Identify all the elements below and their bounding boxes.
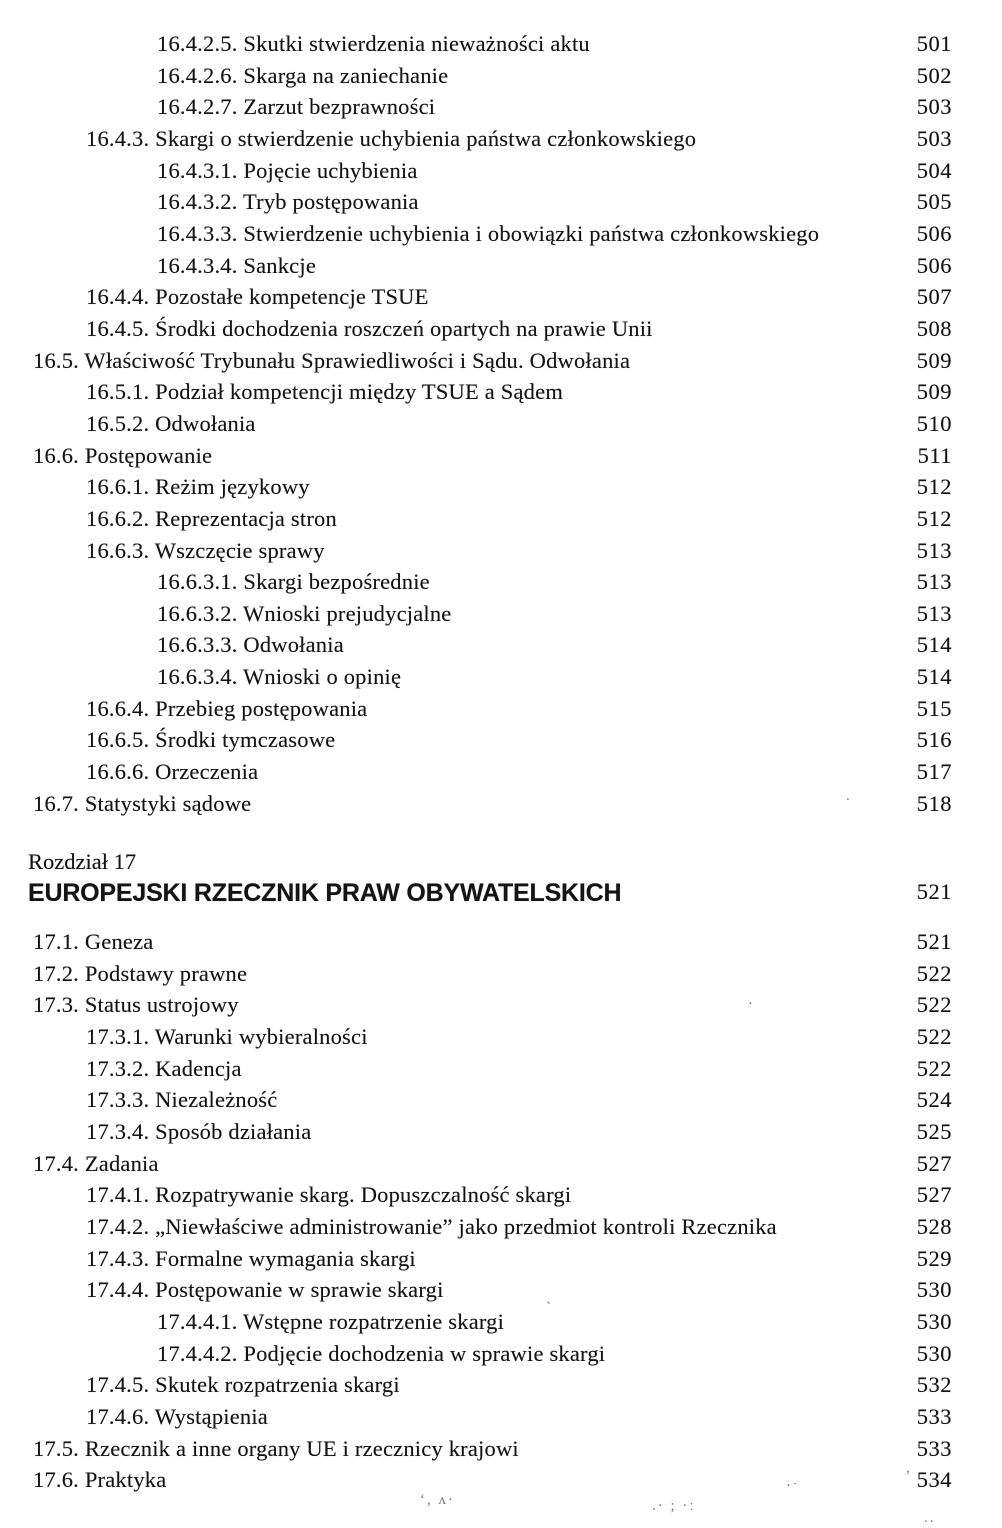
toc-entry-label: 17.4. Zadania <box>33 1150 159 1176</box>
toc-entry <box>0 348 1002 380</box>
toc-entry-label: 17.6. Praktyka <box>33 1467 167 1493</box>
toc-entry <box>0 506 1002 538</box>
toc-entry <box>0 696 1002 728</box>
toc-entry-page-number: 527 <box>916 1150 952 1176</box>
scan-artifact: ` <box>546 1300 553 1316</box>
toc-entry <box>0 759 1002 791</box>
scan-artifact: , <box>906 1460 912 1476</box>
toc-entry-label: 17.4.3. Formalne wymagania skargi <box>86 1245 416 1271</box>
toc-entry-page-number: 528 <box>916 1213 952 1239</box>
toc-entry-label: 17.4.5. Skutek rozpatrzenia skargi <box>86 1372 400 1398</box>
toc-entry <box>0 1467 1002 1499</box>
toc-entry-page-number: 522 <box>916 1023 952 1049</box>
toc-entry-page-number: 506 <box>916 220 952 246</box>
toc-entry-label: 17.4.6. Wystąpienia <box>86 1403 268 1429</box>
toc-entry-label: 17.5. Rzecznik a inne organy UE i rzecznicy krajowi <box>33 1435 519 1461</box>
toc-entry-page-number: 506 <box>916 252 952 278</box>
toc-entry-label: 16.6.3.2. Wnioski prejudycjalne <box>157 600 452 626</box>
toc-entry <box>0 1277 1002 1309</box>
toc-entry-label: 17.4.4. Postępowanie w sprawie skargi <box>86 1277 444 1303</box>
toc-entry-label: 16.4.3. Skargi o stwierdzenie uchybienia państwa członkowskiego <box>86 125 697 151</box>
toc-entry <box>0 1341 1002 1373</box>
toc-entry <box>0 126 1002 158</box>
chapter-title: EUROPEJSKI RZECZNIK PRAW OBYWATELSKICH <box>28 879 622 907</box>
toc-entry <box>0 379 1002 411</box>
toc-entry <box>0 1309 1002 1341</box>
toc-entry-label: 17.3. Status ustrojowy <box>33 992 239 1018</box>
toc-entry-page-number: 533 <box>916 1403 952 1429</box>
toc-entry-page-number: 534 <box>916 1467 952 1493</box>
toc-entry-label: 16.6.2. Reprezentacja stron <box>86 505 337 531</box>
toc-entry <box>0 221 1002 253</box>
toc-entry <box>0 1404 1002 1436</box>
toc-entry <box>0 1151 1002 1183</box>
toc-entry-page-number: 513 <box>916 537 952 563</box>
toc-entry-page-number: 503 <box>916 125 952 151</box>
scan-artifact: .. <box>924 1510 936 1526</box>
toc-entry-label: 16.6.6. Orzeczenia <box>86 759 259 785</box>
toc-entry <box>0 961 1002 993</box>
toc-entry <box>0 63 1002 95</box>
toc-entry-page-number: 503 <box>916 94 952 120</box>
toc-entry-page-number: 513 <box>916 569 952 595</box>
toc-entry <box>0 1024 1002 1056</box>
toc-entry <box>0 601 1002 633</box>
toc-entry <box>0 411 1002 443</box>
toc-entry-page-number: 501 <box>916 31 952 56</box>
toc-entry <box>0 31 1002 63</box>
toc-entry-page-number: 514 <box>916 632 952 658</box>
toc-entry-label: 16.6.4. Przebieg postępowania <box>86 695 368 721</box>
toc-entry-label: 16.4.5. Środki dochodzenia roszczeń opartych na prawie Unii <box>86 315 653 341</box>
toc-entry-page-number: 517 <box>916 759 952 785</box>
toc-entry-label: 17.4.1. Rozpatrywanie skarg. Dopuszczalność skargi <box>86 1182 572 1208</box>
toc-entry <box>0 538 1002 570</box>
toc-entry <box>0 569 1002 601</box>
toc-entry-label: 16.4.3.3. Stwierdzenie uchybienia i obowiązki państwa członkowskiego <box>157 220 820 246</box>
toc-entry-page-number: 512 <box>916 505 952 531</box>
toc-entry-label: 16.4.2.6. Skarga na zaniechanie <box>157 62 449 88</box>
toc-entry-page-number: 522 <box>916 960 952 986</box>
toc-entry-page-number: 511 <box>917 442 952 468</box>
toc-entry-page-number: 530 <box>916 1340 952 1366</box>
toc-entry-page-number: 530 <box>916 1277 952 1303</box>
toc-entry <box>0 284 1002 316</box>
toc-entry-label: 16.6. Postępowanie <box>33 442 213 468</box>
toc-entry-label: 17.4.2. „Niewłaściwe administrowanie” jako przedmiot kontroli Rzecznika <box>86 1213 777 1239</box>
toc-entry <box>0 632 1002 664</box>
toc-entry-page-number: 507 <box>916 284 952 310</box>
toc-entry-label: 17.4.4.2. Podjęcie dochodzenia w sprawie skargi <box>157 1340 606 1366</box>
toc-entry <box>0 664 1002 696</box>
toc-entry-label: 16.6.3.1. Skargi bezpośrednie <box>157 569 430 595</box>
toc-entry-label: 16.4.3.1. Pojęcie uchybienia <box>157 157 418 183</box>
toc-entry-label: 16.6.5. Środki tymczasowe <box>86 727 336 753</box>
scan-artifact: ʻ, ʌ· <box>420 1492 455 1508</box>
toc-entry-label: 16.6.1. Reżim językowy <box>86 474 310 500</box>
toc-entry-page-number: 513 <box>916 600 952 626</box>
toc-entry <box>0 189 1002 221</box>
toc-entry-label: 16.6.3. Wszczęcie sprawy <box>86 537 325 563</box>
toc-entry-page-number: 518 <box>916 790 952 816</box>
toc-entry-page-number: 509 <box>916 379 952 405</box>
toc-entry-page-number: 505 <box>916 189 952 215</box>
toc-entry-label: 17.1. Geneza <box>33 929 154 954</box>
scan-artifact: · <box>748 996 755 1012</box>
toc-entry-label: 16.4.4. Pozostałe kompetencje TSUE <box>86 284 429 310</box>
chapter-title-page-number: 521 <box>916 879 952 904</box>
toc-entry-page-number: 514 <box>916 664 952 690</box>
toc-entry <box>0 1372 1002 1404</box>
scan-artifact: . <box>846 788 852 804</box>
toc-entry-label: 17.3.3. Niezależność <box>86 1087 278 1113</box>
toc-entry-page-number: 510 <box>916 410 952 436</box>
toc-entry-label: 17.2. Podstawy prawne <box>33 960 248 986</box>
toc-entry <box>0 1436 1002 1468</box>
toc-entry-label: 16.4.3.2. Tryb postępowania <box>157 189 419 215</box>
toc-entry-page-number: 516 <box>916 727 952 753</box>
toc-entry-page-number: 525 <box>916 1118 952 1144</box>
chapter-heading-row <box>0 879 1002 908</box>
toc-entry <box>0 727 1002 759</box>
toc-entry-page-number: 533 <box>916 1435 952 1461</box>
scan-artifact: ·ˑ <box>786 1478 800 1494</box>
toc-entry <box>0 474 1002 506</box>
toc-entry-label: 17.3.4. Sposób działania <box>86 1118 312 1144</box>
toc-entry-page-number: 504 <box>916 157 952 183</box>
toc-entry-label: 16.4.3.4. Sankcje <box>157 252 316 278</box>
toc-entry-page-number: 530 <box>916 1308 952 1334</box>
toc-entry-page-number: 508 <box>916 315 952 341</box>
toc-entry-label: 16.7. Statystyki sądowe <box>33 790 252 816</box>
toc-entry-page-number: 515 <box>916 695 952 721</box>
toc-entry <box>0 1246 1002 1278</box>
scan-artifact: .· ; ·ː <box>652 1498 696 1514</box>
toc-entry-page-number: 529 <box>916 1245 952 1271</box>
toc-entry <box>0 929 1002 961</box>
toc-entry-label: 16.6.3.3. Odwołania <box>157 632 344 658</box>
toc-entry <box>0 1182 1002 1214</box>
toc-entry-page-number: 521 <box>916 929 952 954</box>
toc-entry <box>0 443 1002 475</box>
toc-entry-page-number: 532 <box>916 1372 952 1398</box>
chapter-number-label: Rozdział 17 <box>28 849 137 874</box>
toc-entry-label: 17.3.2. Kadencja <box>86 1055 242 1081</box>
toc-entry-label: 16.5.1. Podział kompetencji między TSUE a Sądem <box>86 379 564 405</box>
toc-entry <box>0 316 1002 348</box>
toc-entry-page-number: 522 <box>916 992 952 1018</box>
toc-entry <box>0 1087 1002 1119</box>
toc-entry <box>0 94 1002 126</box>
toc-entry-label: 16.4.2.7. Zarzut bezprawności <box>157 94 436 120</box>
toc-entry <box>0 992 1002 1024</box>
toc-entry <box>0 1056 1002 1088</box>
toc-entry-label: 17.4.4.1. Wstępne rozpatrzenie skargi <box>157 1308 505 1334</box>
toc-entry-page-number: 524 <box>916 1087 952 1113</box>
toc-section-17 <box>0 929 1002 1499</box>
toc-entry <box>0 158 1002 190</box>
toc-entry-page-number: 522 <box>916 1055 952 1081</box>
toc-entry <box>0 253 1002 285</box>
toc-entry-label: 16.5.2. Odwołania <box>86 410 256 436</box>
toc-entry-page-number: 502 <box>916 62 952 88</box>
toc-entry-page-number: 527 <box>916 1182 952 1208</box>
toc-section-16 <box>0 31 1002 822</box>
toc-entry <box>0 1214 1002 1246</box>
toc-entry-label: 16.5. Właściwość Trybunału Sprawiedliwości i Sądu. Odwołania <box>33 347 631 373</box>
toc-entry-label: 16.4.2.5. Skutki stwierdzenia nieważności aktu <box>157 31 590 56</box>
toc-entry-page-number: 512 <box>916 474 952 500</box>
toc-entry-label: 17.3.1. Warunki wybieralności <box>86 1023 368 1049</box>
toc-entry <box>0 1119 1002 1151</box>
toc-entry-page-number: 509 <box>916 347 952 373</box>
toc-entry-label: 16.6.3.4. Wnioski o opinię <box>157 664 402 690</box>
